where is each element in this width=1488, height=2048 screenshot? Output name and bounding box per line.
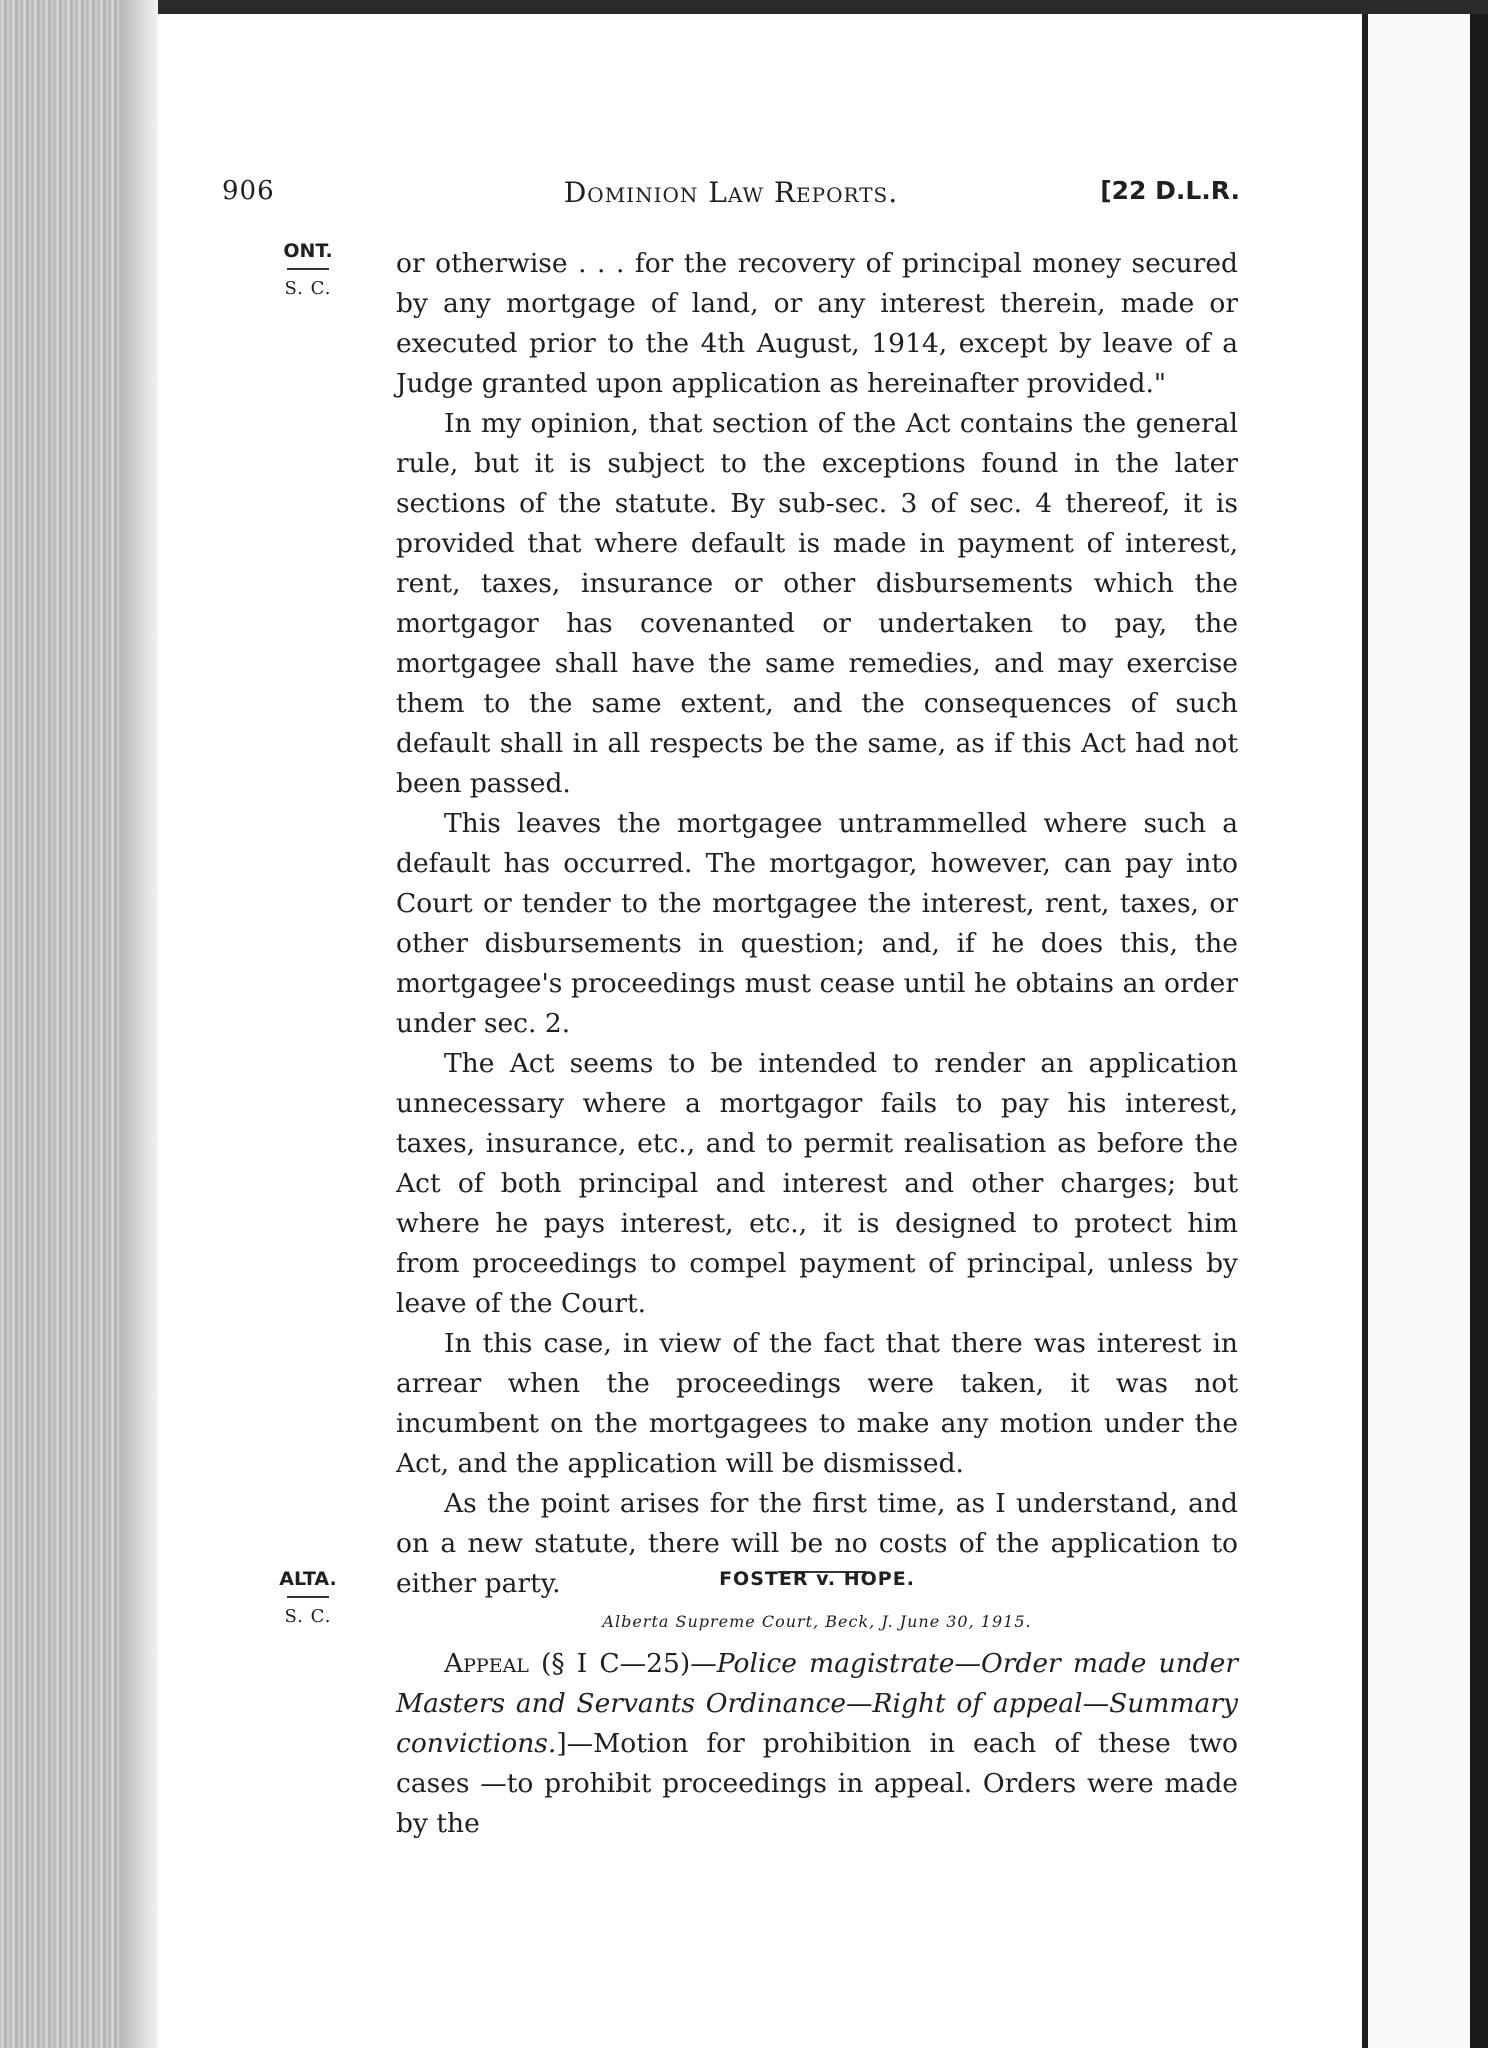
headnote-text: ]—Motion for prohibition in each of these two cases —to prohibit proceedings in appeal. Orders were made by the: [396, 1728, 1238, 1839]
headnote-reference: (§ I C—25)—: [528, 1648, 717, 1679]
spine-edge: [120, 0, 158, 2048]
scan-top-edge: [0, 0, 1488, 14]
paragraph: In my opinion, that section of the Act contains the general rule, but it is subject to the exceptions found in the later sections of the statute. By sub-sec. 3 of sec. 4 thereof, it is provided that where default is made in payment of interest, rent, taxes, insurance or other disbursements which the mortgagor has covenanted or undertaken to pay, the mortgagee shall have the same remedies, and may exercise them to the same extent, and the consequences of such default shall in all respects be the same, as if this Act had not been passed.: [396, 408, 1238, 799]
opinion-text: [396, 244, 1238, 1604]
running-header: [222, 176, 1240, 216]
margin-court: S. C.: [284, 278, 332, 299]
margin-note-top: [266, 240, 350, 299]
paragraph: This leaves the mortgagee untrammelled where such a default has occurred. The mortgagor, however, can pay into Court or tender to the mortgagee the interest, rent, taxes, or other disbursements in question; and, if he does this, the mortgagee's proceedings must cease until he obtains an order under sec. 2.: [396, 808, 1238, 1039]
headnote: [396, 1644, 1238, 1844]
paragraph: As the point arises for the first time, as I understand, and on a new statute, there will be no costs of the application to either party.: [396, 1488, 1238, 1599]
margin-rule: [287, 1596, 329, 1598]
case-title: FOSTER v. HOPE.: [719, 1568, 915, 1590]
scan-right-edge: [1470, 14, 1488, 2048]
paragraph: In this case, in view of the fact that there was interest in arrear when the proceedings were taken, it was not incumbent on the mortgagees to make any motion under the Act, and the application will be dismissed.: [396, 1328, 1238, 1479]
margin-rule: [287, 268, 329, 270]
paragraph: or otherwise . . . for the recovery of principal money secured by any mortgage of land, or any interest therein, made or executed prior to the 4th August, 1914, except by leave of a Judge granted upon application as hereinafter provided.": [396, 248, 1238, 399]
running-title: Dominion Law Reports.: [563, 176, 899, 209]
case-court-line: Alberta Supreme Court, Beck, J. June 30, 1915.: [602, 1612, 1032, 1631]
headnote-paragraph: [396, 1644, 1238, 1844]
headnote-label: Appeal: [444, 1648, 529, 1679]
page-number: 906: [222, 176, 275, 206]
paragraph: The Act seems to be intended to render an application unnecessary where a mortgagor fails to pay his interest, taxes, insurance, etc., and to permit realisation as before the Act of both principal and interest and other charges; but where he pays interest, etc., it is designed to protect him from proceedings to compel payment of principal, unless by leave of the Court.: [396, 1048, 1238, 1319]
margin-note-bottom: [266, 1568, 350, 1627]
headnote-topic: Police magistrate—Order made under Masters and Servants Ordinance—Right of appeal—Summary convictions.: [396, 1648, 1238, 1759]
margin-court: S. C.: [284, 1606, 332, 1627]
margin-province: ONT.: [283, 240, 333, 262]
margin-province: ALTA.: [279, 1568, 337, 1590]
volume-reference: [22 D.L.R.: [1100, 176, 1240, 205]
